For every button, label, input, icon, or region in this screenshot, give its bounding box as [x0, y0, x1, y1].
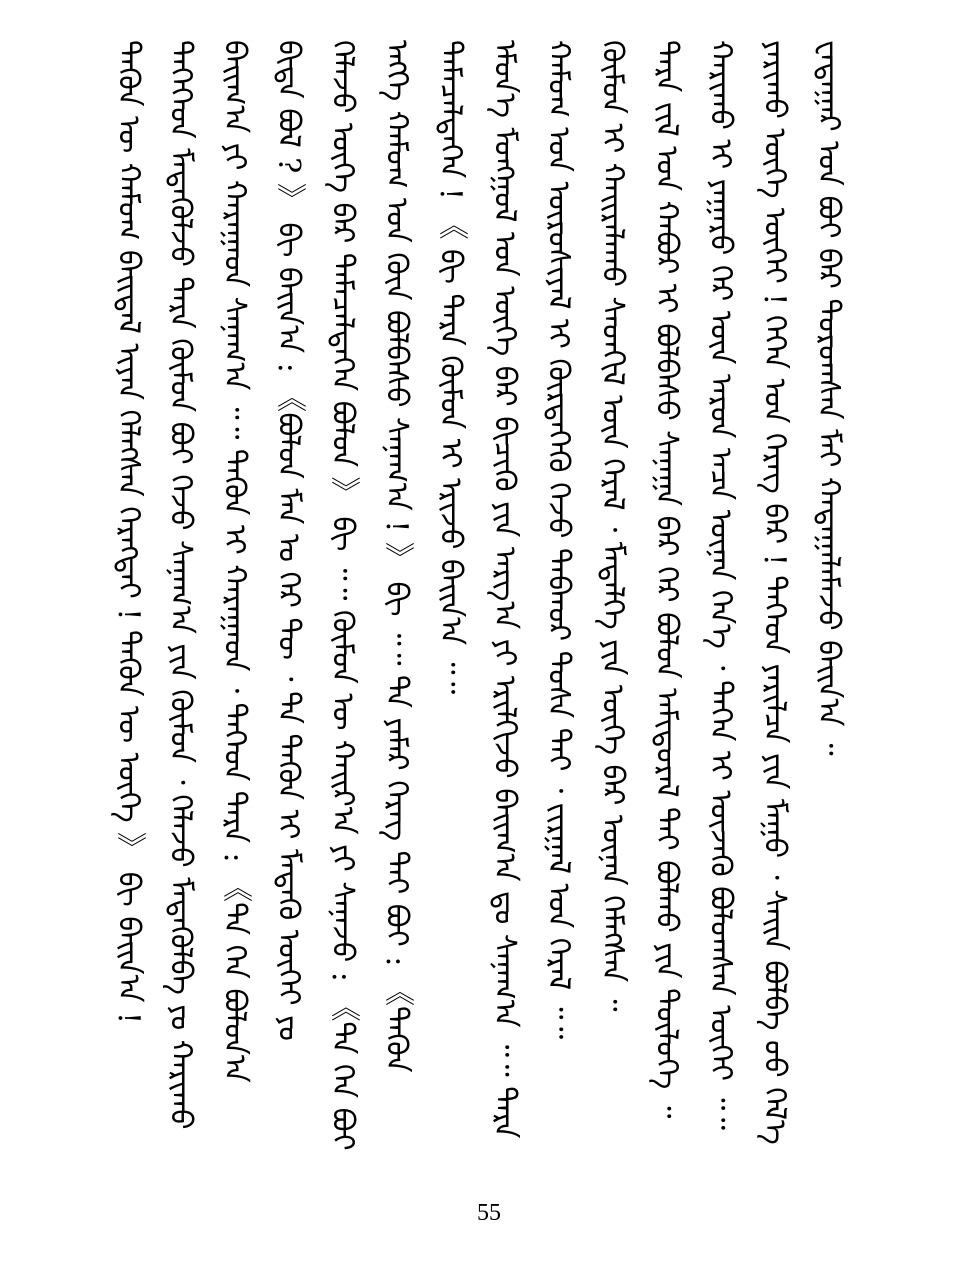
- page-number: 55: [477, 1200, 501, 1226]
- text-line: [100, 40, 156, 1210]
- text-line: [476, 40, 532, 1210]
- line-text: ᠲᠡᠭᠦᠨ ᠦ ᠬᠠᠮᠤᠭ ᠪᠠᠢᠳᠠᠯ ᠢᠶᠡᠨ ᠬᠡᠯᠡᠭᠰᠡᠨ ᠬᠡᠷᠡᠭᠲᠡᠢ ! ᠲᠡᠭᠦᠨ ᠦ ᠦᠭᠡ 》 ᠪᠢ ᠪᠠᠢᠨ᠎ᠠ !: [111, 40, 146, 1025]
- text-line: [800, 40, 856, 1210]
- text-line: [746, 40, 802, 1210]
- line-text: ᠬᠠᠷᠢᠬᠤ ᠢ ᠶᠠᠭᠠᠷᠤ ᠭᠡᠷ ᠦᠨ ᠠᠷᠤᠨ ᠠᠴᠠ ᠦᠨᠡᠨ ᠭᠡᠨ᠎ᠡ ᠂ ᠲᠡᠭᠡᠨ ᠢ ᠦᠵᠡᠬᠦ ᠪᠣᠯᠤᠭᠰᠠᠨ ᠦᠭᠡᠢ ᠃᠃: [703, 40, 738, 1131]
- text-line: [422, 40, 478, 1210]
- text-line: [692, 40, 748, 1210]
- line-text: ᠡᠩᠭᠡ ᠬᠠᠮᠤᠭ ᠤᠨ ᠬᠦᠨ ᠪᠣᠯᠪᠠᠰᠤ ᠰᠠᠨᠠᠭ᠎ᠠ ! 》 ᠪᠢ ᠃᠃ ᠲᠠ ᠶᠠᠮᠠᠷ ᠬᠡᠷᠡᠭ ᠲᠠᠢ ᠪᠣᠢ : 《ᠲᠡᠭᠦᠨ: [379, 40, 414, 1073]
- mongolian-text-body: [100, 40, 860, 1210]
- text-line: [206, 40, 262, 1210]
- line-text: ᠲᠡᠷᠡ ᠵᠢᠯ ᠤᠨ ᠬᠠᠪᠤᠷ ᠢ ᠪᠣᠯᠪᠠᠰᠤ ᠰᠠᠨᠠᠭᠠ ᠪᠡᠷ ᠭᠡᠷ ᠪᠣᠯᠤᠨ ᠠᠮᠢᠳᠤᠷᠠᠯ ᠲᠠᠢ ᠪᠣᠯᠬᠤ ᠶᠢᠨ ᠲᠦᠯᠦᠭᠡ ᠃: [649, 40, 684, 1119]
- text-line: [152, 40, 208, 1210]
- text-line: [638, 40, 694, 1210]
- text-line: [530, 40, 586, 1210]
- line-text: ᠶᠠᠷᠢᠬᠤ ᠦᠭᠡ ᠦᠭᠡᠢ ! ᠭᠡᠭᠡᠨ ᠤᠨ ᠬᠡᠷᠡᠭ ᠪᠡᠷ ! ᠲᠡᠭᠡᠳ ᠶᠠᠷᠢᠯᠴᠠ ᠶᠢᠨ ᠮᠠᠭᠤ ᠂ ᠰᠠᠢᠨ ᠪᠣᠯᠪᠠ ᠤᠤ ᠭᠡᠯ᠎ᠡ: [757, 40, 792, 1145]
- text-line: [260, 40, 316, 1210]
- line-text: ᠪᠢᠳᠡ ᠪᠣᠯ ? 》 ᠪᠢ ᠪᠠᠢᠨ᠎ᠠ : 《ᠪᠣᠯᠤᠨ ᠮᠠᠨ ᠤ ᠭᠡᠷ ᠲᠦ ᠂ ᠲᠠ ᠲᠡᠭᠦᠨ ᠢ ᠮᠡᠳᠡᠬᠦ ᠦᠭᠡᠢ ᠶᠤ: [271, 40, 306, 1041]
- line-text: ᠸᠠᠳᠠᠭᠠᠷ ᠤᠨ ᠪᠣᠢ ᠪᠡᠷ ᠳᠣᠷᠣᠭᠰᠠᠨ ᠮᠠᠢ ᠬᠠᠳᠠᠭᠠᠯᠠᠮᠠᠵᠤ ᠪᠠᠢᠨ᠎ᠠ ᠃: [811, 40, 846, 756]
- line-text: ᠬᠦᠮᠦᠨ ᠢ ᠬᠠᠢᠷᠠᠯᠠᠬᠤ ᠰᠡᠳᠬᠢᠯ ᠦᠨ ᠭᠡᠷᠡᠯ ᠂ ᠮᠡᠳᠡᠯᠭᠡ ᠶᠢᠨ ᠦᠭᠡ ᠪᠡᠷ ᠦᠨᠡᠨ ᠬᠡᠮᠡᠭᠰᠡᠨ ᠃: [595, 40, 630, 1012]
- line-text: ᠲᠡᠭᠡᠭᠡᠳ ᠮᠡᠳᠡᠭᠦᠯᠵᠦ ᠲᠡᠷᠡ ᠬᠦᠮᠦᠨ ᠪᠣᠢ ᠭᠡᠵᠦ ᠰᠠᠨᠠᠭ᠎ᠠ ᠶᠢᠨ ᠬᠦᠮᠦᠨ ᠂ ᠬᠡᠯᠡᠵᠦ ᠮᠡᠳᠡᠭᠦᠯᠪᠡ ᠶᠤ ᠬᠠᠷᠢᠬᠤ: [163, 40, 198, 1130]
- text-line: [584, 40, 640, 1210]
- line-text: ᠲᠡᠮᠡᠴᠡᠯᠳᠡᠭᠡᠨ ! 《 ᠪᠢ ᠲᠡᠷᠡ ᠬᠦᠮᠦᠨ ᠢ ᠡᠷᠢᠵᠦ ᠪᠠᠢᠨ᠎ᠠ ᠃᠃: [433, 40, 468, 695]
- line-text: ᠡᠮᠦᠨ᠎ᠡ ᠮᠤᠩᠭᠤᠯ ᠤᠨ ᠦᠭᠡ ᠪᠡᠷ ᠪᠢᠴᠢᠬᠦ ᠶᠢᠨ ᠠᠷᠭ᠎ᠠ ᠶᠢ ᠡᠷᠢᠯᠬᠢᠵᠦ ᠪᠠᠢᠭ᠎ᠠ ᠳᠤ ᠰᠠᠨᠠᠭ᠎ᠠ ᠃᠃ ᠲᠡᠷᠡ: [487, 40, 522, 1139]
- line-text: ᠬᠠᠮᠤᠭ ᠤᠨ ᠦᠷᠦᠰᠢᠶᠡᠯ ᠢ ᠬᠦᠷᠲᠡᠭᠡᠬᠦ ᠭᠡᠵᠦ ᠳᠠᠪᠬᠤᠷ ᠲᠤᠰᠠ ᠲᠠᠢ ᠂ ᠵᠢᠷᠭᠠᠯ ᠤᠨ ᠭᠡᠷᠡᠯ ᠃᠃: [541, 40, 576, 1040]
- line-text: ᠪᠠᠢᠭ᠎ᠠ ᠶᠢ ᠬᠠᠷᠠᠭᠠᠳ ᠰᠠᠨᠠᠭ᠎ᠠ ᠃᠃ ᠲᠡᠭᠦᠨ ᠢ ᠬᠠᠷᠠᠭᠠᠳ ᠂ ᠲᠡᠭᠡᠳ ᠲᠡᠷᠡ : 《ᠲᠠ ᠬᠡᠨ ᠪᠣᠯᠤᠨ᠎ᠠ: [217, 40, 252, 1083]
- line-text: ᠬᠡᠯᠡᠵᠦ ᠦᠭᠡ ᠪᠡᠷ ᠲᠡᠮᠡᠴᠡᠯᠳᠡᠭᠡᠨ ᠪᠣᠯᠤᠨ 》 ᠪᠢ ᠃᠃ ᠬᠦᠮᠦᠨ ᠦ ᠬᠠᠢᠷ᠎ᠠ ᠶᠢ ᠰᠠᠨᠠᠵᠤ : 《ᠲᠠ ᠬᠡᠨ ᠪᠣᠢ: [325, 40, 360, 1151]
- text-line: [314, 40, 370, 1210]
- text-line: [368, 40, 424, 1210]
